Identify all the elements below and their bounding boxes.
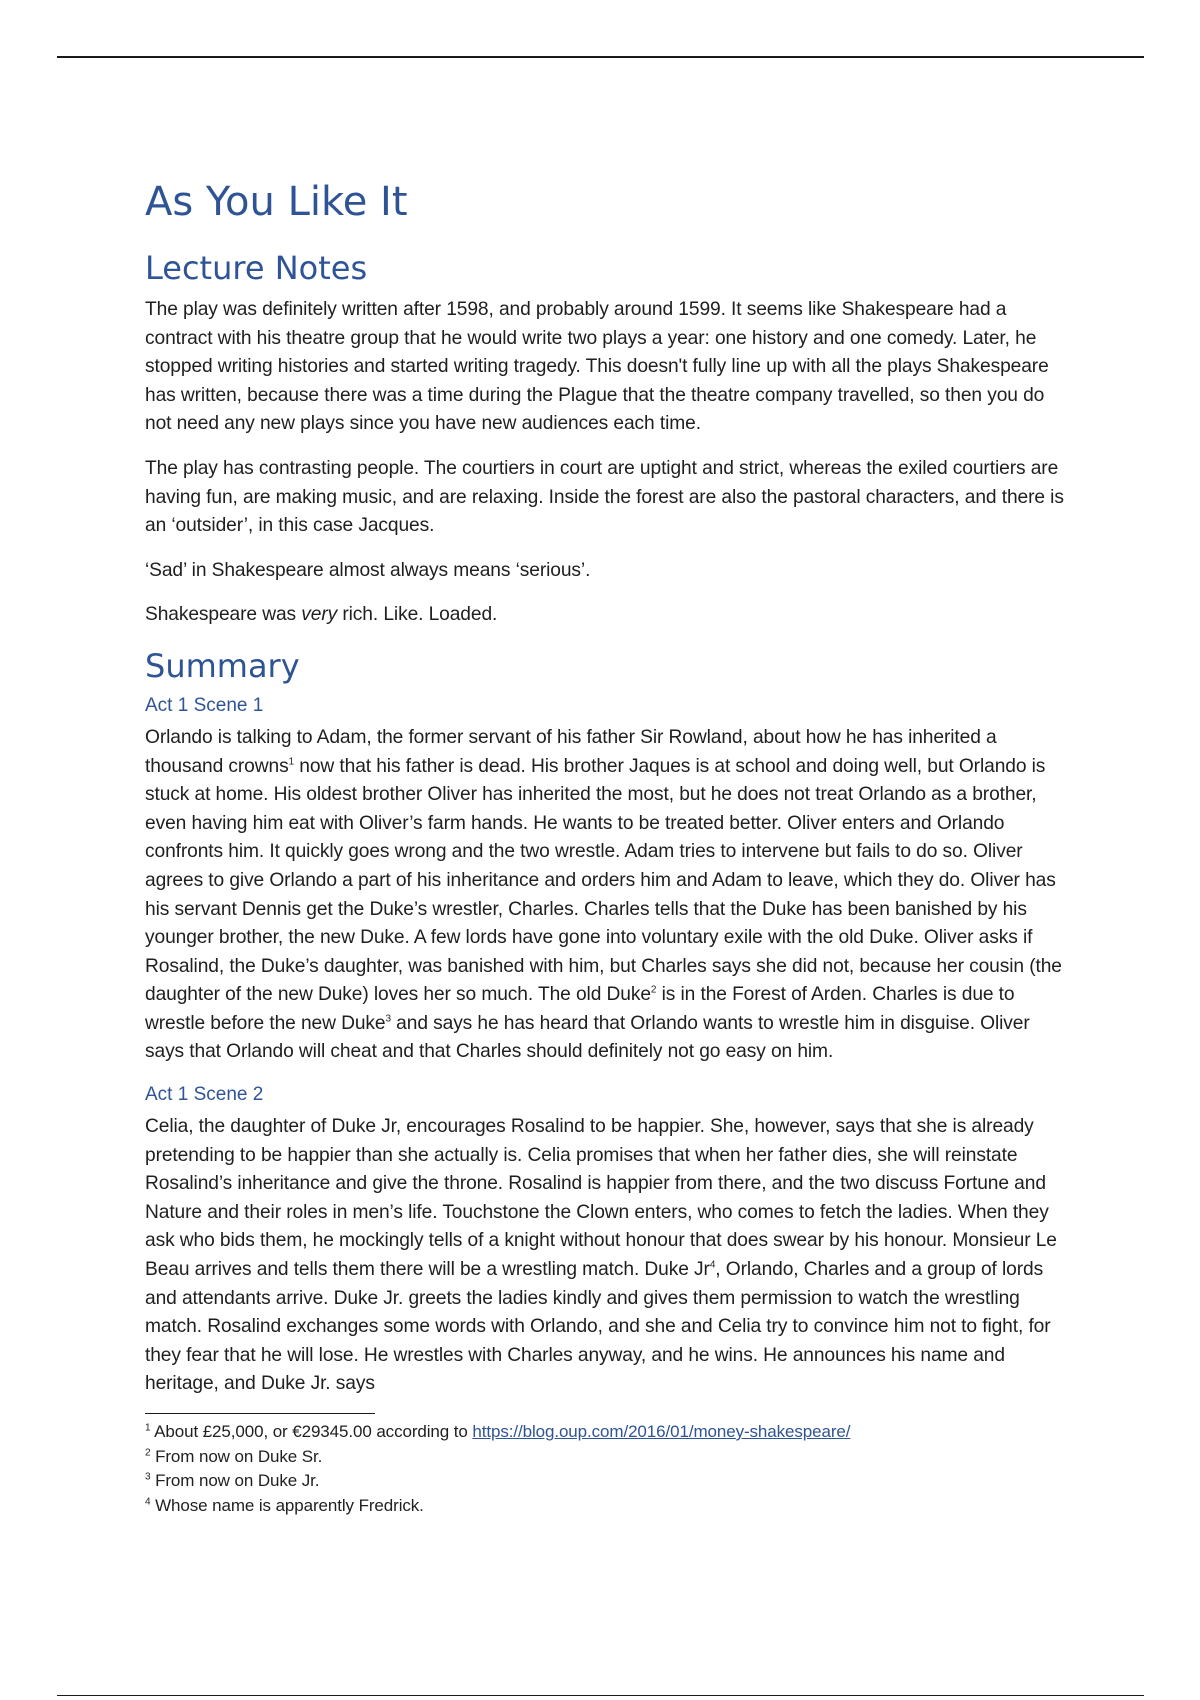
footnote-ref-2[interactable]: 2 xyxy=(650,984,657,996)
scene2-text-1: Celia, the daughter of Duke Jr, encourages Rosalind to be happier. She, however, says that she is already pretending to be happier than she actually is. Celia promises that when her father dies, she will reinstate Rosalind’s inheritance and give the throne. Rosalind is happier from there, and the two discuss Fortune and Nature and their roles in men’s life. Touchstone the Clown enters, who comes to fetch the ladies. When they ask who bids them, he mockingly tells of a knight without honour that does swear by his honour. Monsieur Le Beau arrives and tells them there will be a wrestling match. Duke Jr xyxy=(145,1116,1057,1281)
lecture-paragraph-3: ‘Sad’ in Shakespeare almost always means ‘serious’. xyxy=(145,559,591,581)
lecture-p4-emphasis: very xyxy=(301,604,338,626)
act1-scene1-paragraph xyxy=(145,724,1065,1067)
lecture-p4-start: Shakespeare was xyxy=(145,604,302,626)
scene1-text-4: and says he has heard that Orlando wants to wrestle him in disguise. Oliver says that Orlando will cheat and that Charles should definitely not go easy on him. xyxy=(145,1012,1030,1063)
footnote-3-number: 3 xyxy=(145,1471,151,1483)
scene2-text-2: , Orlando, Charles and a group of lords and attendants arrive. Duke Jr. greets the ladies kindly and gives them permission to watch the wrestling match. Rosalind exchanges some words with Orlando, and she and Celia try to convince him not to fight, for they fear that he will lose. He wrestles with Charles anyway, and he wins. He announces his name and heritage, and Duke Jr. says xyxy=(145,1259,1051,1395)
footnote-1-link[interactable]: https://blog.oup.com/2016/01/money-shakespeare/ xyxy=(472,1422,851,1441)
footer-rule xyxy=(57,1695,1144,1696)
scene1-text-2: now that his father is dead. His brother Jaques is at school and doing well, but Orlando is stuck at home. His oldest brother Oliver has inherited the most, but he does not treat Orlando as a brother, even having him eat with Oliver’s farm hands. He wants to be treated better. Oliver enters and Orlando confronts him. It quickly goes wrong and the two wrestle. Adam tries to intervene but fails to do so. Oliver agrees to give Orlando a part of his inheritance and orders him and Adam to leave, which they do. Oliver has his servant Dennis get the Duke’s wrestler, Charles. Charles tells that the Duke has been banished by his younger brother, the new Duke. A few lords have gone into voluntary exile with the old Duke. Oliver asks if Rosalind, the Duke’s daughter, was banished with him, but Charles says she did not, because her cousin (the daughter of the new Duke) loves her so much. The old Duke xyxy=(145,755,1062,1006)
footnote-4 xyxy=(145,1494,1065,1519)
lecture-p4-end: rich. Like. Loaded. xyxy=(337,604,498,626)
footnote-ref-1[interactable]: 1 xyxy=(288,756,295,768)
scene1-text-3: is in the Forest of Arden. Charles is due to wrestle before the new Duke xyxy=(145,984,1015,1034)
header-rule xyxy=(57,56,1144,58)
lecture-paragraph-1: The play was definitely written after 1598, and probably around 1599. It seems like Shakespeare had a contract with his theatre group that he would write two plays a year: one history and one comedy. Later, he stopped writing histories and started writing tragedy. This doesn't fully line up with all the plays Shakespeare has written, because there was a time during the Plague that the theatre company travelled, so then you do not need any new plays since you have new audiences each time. xyxy=(145,299,1049,435)
act1-scene2-paragraph xyxy=(145,1113,1065,1399)
footnote-2-text: From now on Duke Sr. xyxy=(150,1446,323,1466)
document-title: As You Like It xyxy=(145,179,408,225)
footnote-2-number: 2 xyxy=(145,1446,151,1458)
act1-scene2-heading: Act 1 Scene 2 xyxy=(145,1084,264,1106)
footnote-4-number: 4 xyxy=(145,1495,151,1507)
footnote-2 xyxy=(145,1445,1065,1470)
document-page xyxy=(145,178,1065,1518)
footnote-1 xyxy=(145,1420,1065,1445)
summary-heading: Summary xyxy=(145,646,300,685)
lecture-paragraph-4 xyxy=(145,601,1065,630)
act1-scene1-heading: Act 1 Scene 1 xyxy=(145,694,264,716)
footnote-ref-3[interactable]: 3 xyxy=(385,1013,391,1025)
footnote-ref-4[interactable]: 4 xyxy=(709,1259,716,1271)
footnote-4-text: Whose name is apparently Fredrick. xyxy=(150,1495,424,1515)
footnote-3-text: From now on Duke Jr. xyxy=(150,1471,320,1490)
footnote-3 xyxy=(145,1469,1065,1494)
lecture-paragraph-2: The play has contrasting people. The courtiers in court are uptight and strict, whereas the exiled courtiers are having fun, are making music, and are relaxing. Inside the forest are also the pastoral characters, and there is an ‘outsider’, in this case Jacques. xyxy=(145,457,1064,537)
footnote-1-text: About £25,000, or €29345.00 according to xyxy=(150,1422,473,1441)
lecture-notes-heading: Lecture Notes xyxy=(145,249,368,287)
footnote-1-number: 1 xyxy=(145,1422,151,1434)
scene1-text-1: Orlando is talking to Adam, the former servant of his father Sir Rowland, about how he has inherited a thousand crowns xyxy=(145,726,997,777)
footnote-separator xyxy=(145,1413,375,1414)
